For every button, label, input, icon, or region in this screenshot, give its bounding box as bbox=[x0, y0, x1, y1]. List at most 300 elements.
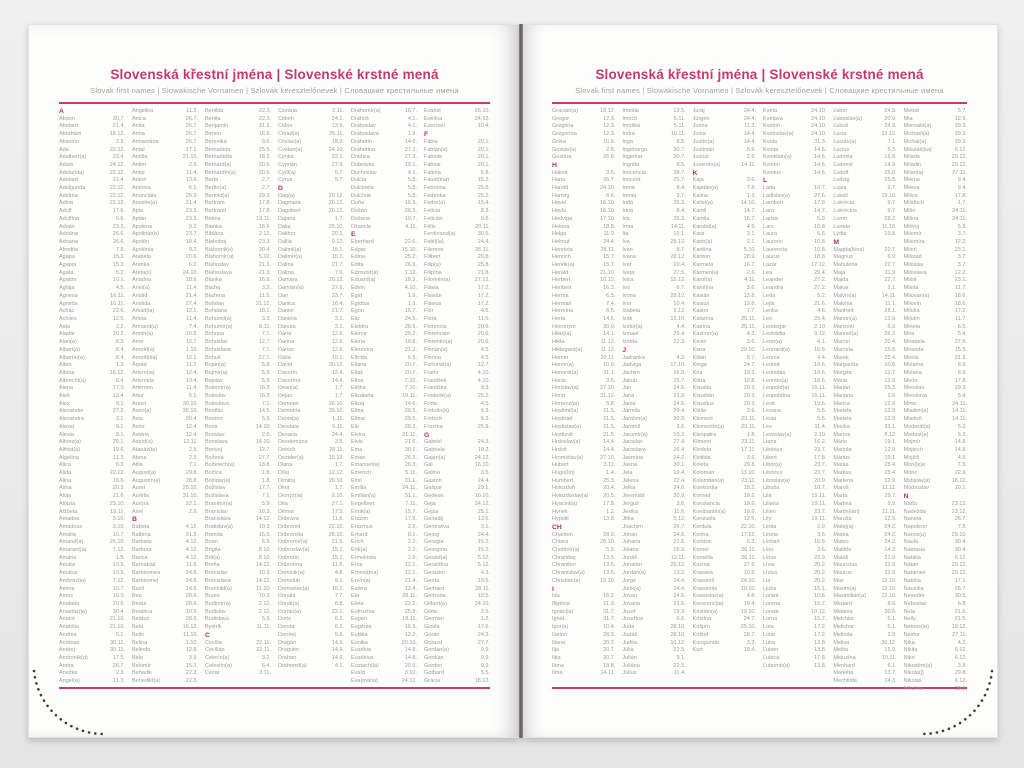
first-name: Berta bbox=[205, 177, 219, 184]
name-day-date: 5.2. bbox=[957, 423, 967, 430]
first-name: Hermína bbox=[552, 308, 574, 315]
name-day-date: 25.2. bbox=[404, 254, 417, 261]
first-name: Humbert bbox=[552, 477, 574, 484]
first-name: Alida bbox=[59, 470, 72, 477]
name-day-date: 24.10. bbox=[328, 146, 344, 153]
first-name: Agatón bbox=[59, 277, 77, 284]
first-name: Jitka bbox=[622, 516, 634, 523]
name-day-date: 21.5. bbox=[954, 608, 967, 615]
name-entry bbox=[904, 355, 967, 363]
first-name: Lila bbox=[762, 493, 772, 500]
first-name: Františka bbox=[424, 385, 447, 392]
name-day-date: 13.8. bbox=[814, 647, 827, 654]
name-entry bbox=[205, 640, 271, 648]
name-entry bbox=[132, 678, 198, 686]
name-entry bbox=[424, 116, 490, 124]
first-name: Ela bbox=[351, 315, 359, 322]
first-name: Drahomír(a) bbox=[351, 108, 381, 114]
first-name: Dušan bbox=[351, 208, 367, 215]
name-day-date: 15.9. bbox=[884, 647, 897, 654]
first-name: Karmela bbox=[692, 262, 714, 269]
name-day-date: 2.12. bbox=[258, 231, 271, 238]
name-entry bbox=[833, 339, 896, 347]
name-day-date: 20.5. bbox=[258, 161, 271, 168]
name-day-date: 18.11. bbox=[402, 616, 417, 623]
name-entry bbox=[132, 655, 198, 663]
first-name: Kazimír(a) bbox=[692, 331, 719, 338]
first-name: Liliana bbox=[762, 500, 779, 507]
first-name: Ivar bbox=[622, 262, 632, 269]
name-entry bbox=[205, 593, 271, 601]
name-entry bbox=[59, 462, 125, 470]
first-name: Chranibor bbox=[552, 562, 577, 569]
name-entry bbox=[59, 378, 125, 386]
name-day-date: 21.10. bbox=[109, 624, 125, 631]
first-name: Ľubica bbox=[762, 654, 780, 661]
name-day-date: 10.1. bbox=[954, 485, 967, 492]
name-day-date: 14.4. bbox=[603, 439, 616, 446]
first-name: Miloslav bbox=[903, 262, 924, 269]
name-day-date: 10.10. bbox=[474, 493, 490, 500]
name-day-date: 16.3. bbox=[258, 385, 271, 392]
name-day-date: 20.12. bbox=[328, 208, 344, 215]
name-day-date: 7.10. bbox=[404, 377, 417, 384]
name-day-date: 24.12. bbox=[474, 115, 490, 122]
name-day-date: 24.1. bbox=[331, 115, 344, 122]
name-day-date: 6.3. bbox=[746, 539, 756, 546]
name-entry bbox=[351, 547, 417, 555]
name-entry bbox=[833, 562, 896, 570]
name-day-date: 7.8. bbox=[115, 246, 125, 253]
first-name: Izolda bbox=[622, 339, 638, 346]
name-day-date: 27.3. bbox=[404, 154, 417, 161]
first-name: Milivoj bbox=[903, 223, 919, 230]
name-entry bbox=[205, 586, 271, 594]
first-name: Felicián bbox=[424, 215, 443, 222]
first-name: Emil bbox=[351, 477, 362, 484]
first-name: Lily bbox=[762, 516, 772, 523]
name-entry bbox=[904, 331, 967, 339]
name-day-date: 25.10. bbox=[182, 485, 198, 492]
name-entry bbox=[59, 370, 125, 378]
name-day-date: 27.2. bbox=[112, 408, 125, 415]
name-entry bbox=[132, 416, 198, 424]
first-name: Anica bbox=[132, 115, 146, 122]
name-day-date: 9.1. bbox=[676, 654, 686, 661]
name-entry bbox=[205, 663, 271, 671]
name-entry bbox=[278, 485, 344, 493]
name-entry bbox=[763, 524, 826, 532]
name-day-date: 7.10. bbox=[404, 385, 417, 392]
name-day-date: 20.2. bbox=[112, 331, 125, 338]
name-day-date: 9.2. bbox=[188, 246, 198, 253]
name-entry bbox=[622, 370, 685, 378]
name-day-date: 14.8. bbox=[404, 647, 417, 654]
name-day-date: 10.3. bbox=[258, 570, 271, 577]
name-entry bbox=[351, 555, 417, 563]
name-entry bbox=[424, 624, 490, 632]
name-day-date: 20.5. bbox=[258, 169, 271, 176]
name-day-date: 9.7. bbox=[887, 185, 897, 192]
name-entry bbox=[351, 224, 417, 232]
first-name: Nátan bbox=[903, 562, 919, 569]
first-name: Eta bbox=[351, 593, 360, 600]
name-day-date: 14.3. bbox=[884, 678, 897, 685]
name-entry bbox=[132, 193, 198, 201]
first-name: Achiles bbox=[59, 315, 77, 322]
name-entry bbox=[205, 308, 271, 316]
name-entry bbox=[552, 601, 615, 609]
name-day-date: 12.9. bbox=[954, 115, 967, 122]
name-day-date: 25.3. bbox=[884, 385, 897, 392]
first-name: Leodegar bbox=[762, 323, 787, 330]
name-day-date: 15.7. bbox=[814, 601, 827, 607]
name-entry bbox=[132, 177, 198, 185]
name-entry bbox=[622, 293, 685, 301]
first-name: Ludmila bbox=[833, 154, 853, 161]
name-entry bbox=[833, 470, 896, 478]
name-entry bbox=[278, 277, 344, 285]
name-day-date: 16.9. bbox=[404, 200, 417, 207]
name-entry bbox=[424, 593, 490, 601]
name-entry bbox=[278, 123, 344, 131]
name-entry bbox=[278, 555, 344, 563]
first-name: Márius bbox=[833, 454, 850, 461]
name-entry bbox=[278, 524, 344, 532]
name-entry bbox=[132, 116, 198, 124]
name-day-date: 11.12. bbox=[600, 339, 616, 346]
name-day-date: 9.12. bbox=[814, 331, 827, 338]
name-entry bbox=[424, 331, 490, 339]
name-day-date: 31.1. bbox=[404, 493, 417, 500]
first-name: Hostisvit bbox=[552, 431, 573, 438]
name-day-date: 20.4. bbox=[884, 339, 897, 346]
name-entry bbox=[622, 501, 685, 509]
first-name: Aladár bbox=[59, 331, 75, 338]
first-name: Fatima bbox=[424, 169, 441, 176]
name-day-date: 23.3. bbox=[185, 208, 198, 215]
name-entry bbox=[59, 355, 125, 363]
first-name: Bela bbox=[132, 624, 144, 631]
name-day-date: 23.11. bbox=[741, 423, 756, 430]
name-entry bbox=[132, 632, 198, 640]
name-day-date: 12.1. bbox=[185, 354, 198, 361]
name-entry bbox=[132, 185, 198, 193]
first-name: Borivoj bbox=[205, 446, 222, 453]
name-day-date: 17.2. bbox=[814, 631, 827, 638]
first-name: Apolónia bbox=[132, 246, 154, 253]
first-name: Irma bbox=[622, 223, 634, 230]
name-day-date: 6.5. bbox=[957, 323, 967, 330]
name-day-date: 24.4. bbox=[743, 108, 756, 114]
first-name: Kvintilián(a) bbox=[762, 154, 792, 161]
name-entry bbox=[552, 216, 615, 224]
name-day-date: 3.1. bbox=[334, 315, 344, 322]
first-name: Jorge bbox=[622, 577, 637, 584]
name-entry bbox=[622, 270, 685, 278]
name-entry bbox=[278, 647, 344, 655]
name-entry bbox=[552, 462, 615, 470]
first-name: Gordián bbox=[424, 654, 444, 661]
name-entry bbox=[763, 231, 826, 239]
name-entry bbox=[552, 670, 615, 678]
first-name: Jozef bbox=[622, 608, 636, 615]
name-entry bbox=[904, 408, 967, 416]
first-name: Mirela bbox=[903, 354, 919, 361]
name-entry bbox=[59, 678, 125, 686]
name-day-date: 14.3. bbox=[884, 547, 897, 554]
name-day-date: 2.9. bbox=[188, 508, 198, 515]
name-entry bbox=[622, 378, 685, 386]
first-name: Mirta bbox=[903, 400, 916, 407]
name-day-date: 22.6. bbox=[404, 238, 417, 245]
name-entry bbox=[132, 347, 198, 355]
name-day-date: 19.4. bbox=[743, 601, 756, 607]
name-entry bbox=[59, 516, 125, 524]
name-day-date: 3.10. bbox=[404, 670, 417, 677]
name-day-date: 14.4. bbox=[743, 138, 756, 145]
name-day-date: 11.7. bbox=[955, 285, 967, 292]
name-day-date: 17.2. bbox=[814, 624, 827, 631]
first-name: Kamila bbox=[692, 215, 710, 222]
first-name: Izák bbox=[622, 315, 633, 322]
name-entry bbox=[205, 262, 271, 270]
name-day-date: 21.5. bbox=[954, 616, 967, 623]
name-entry bbox=[278, 370, 344, 378]
first-name: Lota bbox=[762, 624, 774, 631]
name-entry bbox=[59, 347, 125, 355]
name-day-date: 5.10. bbox=[743, 246, 756, 253]
name-entry bbox=[59, 539, 125, 547]
name-entry bbox=[424, 193, 490, 201]
first-name: Milutín bbox=[903, 315, 920, 322]
name-entry bbox=[351, 108, 417, 116]
name-entry bbox=[763, 455, 826, 463]
name-day-date: 25.11. bbox=[741, 323, 756, 330]
first-name: Agnesa bbox=[59, 292, 78, 299]
first-name: Annamária bbox=[132, 138, 159, 145]
first-name: Drahomil(a) bbox=[278, 662, 307, 669]
name-day-date: 30.9. bbox=[673, 493, 686, 500]
first-name: Albín bbox=[59, 362, 72, 369]
name-entry bbox=[424, 516, 490, 524]
first-name: Konzuela bbox=[692, 516, 716, 523]
name-day-date: 2.10. bbox=[814, 431, 827, 438]
name-entry bbox=[622, 193, 685, 201]
name-entry bbox=[622, 408, 685, 416]
name-day-date: 19.5. bbox=[477, 593, 490, 600]
name-entry bbox=[552, 362, 615, 370]
name-day-date: 11.4. bbox=[186, 385, 198, 392]
name-entry bbox=[693, 193, 756, 201]
name-day-date: 6.8. bbox=[957, 601, 967, 607]
first-name: Bernard(a) bbox=[205, 161, 232, 168]
name-entry bbox=[59, 609, 125, 617]
first-name: Agapia bbox=[59, 262, 77, 269]
section-letter: N bbox=[903, 493, 909, 501]
name-entry bbox=[763, 293, 826, 301]
name-entry bbox=[351, 131, 417, 139]
name-day-date: 23.11. bbox=[741, 439, 756, 446]
first-name: Linhart bbox=[762, 539, 780, 546]
name-day-date: 29.8. bbox=[954, 670, 967, 677]
first-name: Cecília bbox=[205, 639, 222, 646]
name-entry bbox=[424, 501, 490, 509]
first-name: Lineta bbox=[762, 531, 778, 538]
name-day-date: 17.2. bbox=[477, 292, 490, 299]
first-name: Anastáz(ia) bbox=[59, 608, 87, 615]
name-day-date: 17.6. bbox=[112, 208, 125, 215]
name-day-date: 4.10. bbox=[477, 377, 490, 384]
name-entry bbox=[132, 432, 198, 440]
name-entry bbox=[59, 616, 125, 624]
first-name: Gothard bbox=[424, 670, 444, 677]
name-day-date: 14.4. bbox=[331, 377, 344, 384]
first-name: Artemon bbox=[132, 385, 153, 392]
first-name: Klaudius bbox=[692, 400, 714, 407]
name-column bbox=[552, 108, 615, 686]
first-name: Hilár(ia) bbox=[552, 331, 572, 338]
name-day-date: 6.5. bbox=[606, 292, 616, 299]
first-name: Florína bbox=[424, 354, 442, 361]
name-entry bbox=[351, 277, 417, 285]
name-day-date: 7.1. bbox=[261, 400, 271, 407]
first-name: Manfréd bbox=[833, 308, 854, 315]
name-entry bbox=[132, 324, 198, 332]
name-entry bbox=[278, 247, 344, 255]
name-day-date: 23.7. bbox=[331, 292, 344, 299]
name-entry bbox=[622, 362, 685, 370]
name-day-date: 21.9. bbox=[954, 354, 967, 361]
first-name: Barbara bbox=[132, 539, 152, 546]
first-name: Davorína bbox=[278, 377, 301, 384]
name-entry bbox=[132, 539, 198, 547]
name-entry bbox=[763, 147, 826, 155]
first-name: Alma bbox=[59, 485, 72, 492]
first-name: Juliána bbox=[622, 662, 640, 669]
name-day-date: 9.1. bbox=[334, 577, 344, 584]
first-name: Bojmír(a) bbox=[205, 369, 228, 376]
first-name: Adolf bbox=[59, 208, 72, 215]
name-entry bbox=[424, 170, 490, 178]
name-day-date: 22.6. bbox=[112, 308, 125, 315]
name-entry bbox=[552, 632, 615, 640]
first-name: Daniela bbox=[278, 315, 297, 322]
name-day-date: 18.6. bbox=[954, 292, 967, 299]
name-entry bbox=[552, 385, 615, 393]
name-entry bbox=[693, 116, 756, 124]
name-entry bbox=[278, 586, 344, 594]
first-name: Linda bbox=[762, 523, 777, 530]
name-day-date: 21.6. bbox=[112, 493, 125, 500]
name-day-date: 11.3. bbox=[744, 123, 756, 130]
name-entry bbox=[278, 362, 344, 370]
name-day-date: 22.2. bbox=[404, 601, 417, 607]
name-day-date: 18.6. bbox=[954, 300, 967, 307]
name-entry bbox=[763, 416, 826, 424]
name-entry bbox=[904, 532, 967, 540]
name-entry bbox=[278, 324, 344, 332]
name-day-date: 4.10. bbox=[477, 369, 490, 376]
name-entry bbox=[622, 355, 685, 363]
first-name: Goran bbox=[424, 631, 440, 638]
name-entry bbox=[693, 524, 756, 532]
name-day-date: 28.2. bbox=[404, 331, 417, 338]
first-name: Narcis(a) bbox=[903, 531, 926, 538]
name-day-date: 25.10. bbox=[740, 624, 756, 631]
first-name: Duchoslav bbox=[351, 169, 377, 176]
name-day-date: 16.6. bbox=[258, 223, 271, 230]
name-day-date: 19.11. bbox=[811, 493, 827, 500]
name-entry bbox=[278, 108, 344, 116]
name-day-date: 16.11. bbox=[110, 292, 125, 299]
name-day-date: 13.8. bbox=[603, 516, 616, 523]
name-entry bbox=[833, 509, 896, 517]
name-entry bbox=[424, 347, 490, 355]
first-name: Eusébia bbox=[351, 647, 371, 654]
name-entry bbox=[552, 470, 615, 478]
name-entry bbox=[424, 285, 490, 293]
first-name: Michal(a) bbox=[903, 138, 927, 145]
name-day-date: 21.6. bbox=[673, 539, 686, 546]
first-name: Ctibor bbox=[278, 123, 293, 130]
name-day-date: 13.3. bbox=[743, 369, 756, 376]
name-entry bbox=[904, 555, 967, 563]
name-day-date: 6.12. bbox=[954, 654, 967, 661]
name-day-date: 9.1. bbox=[115, 400, 125, 407]
first-name: Klementín(a) bbox=[692, 423, 725, 430]
name-day-date: 3.9. bbox=[746, 408, 756, 415]
name-day-date: 15.12. bbox=[328, 454, 344, 461]
name-entry bbox=[351, 385, 417, 393]
first-name: Naďa bbox=[903, 500, 918, 507]
name-day-date: 19.11. bbox=[811, 500, 827, 507]
first-name: Belina bbox=[132, 639, 148, 646]
name-day-date: 26.4. bbox=[673, 446, 686, 453]
first-name: Jasna bbox=[622, 462, 638, 469]
first-name: Edgar bbox=[351, 246, 366, 253]
name-day-date: 26.7. bbox=[112, 662, 125, 669]
section-letter: J bbox=[622, 346, 627, 354]
name-entry bbox=[205, 432, 271, 440]
first-name: Arleta bbox=[132, 315, 147, 322]
first-name: Dita bbox=[278, 500, 288, 507]
name-day-date: 30.9. bbox=[603, 323, 616, 330]
name-entry bbox=[278, 347, 344, 355]
first-name: Malvína bbox=[833, 300, 853, 307]
first-name: Antília bbox=[132, 154, 148, 161]
first-name: Lorna bbox=[762, 616, 778, 623]
first-name: Cvetan(a) bbox=[278, 146, 303, 153]
name-day-date: 21.6. bbox=[673, 601, 686, 607]
name-day-date: 31.3. bbox=[814, 138, 827, 145]
name-day-date: 23.1. bbox=[954, 277, 967, 284]
name-day-date: 11.11. bbox=[882, 508, 897, 515]
first-name: Marcela bbox=[833, 346, 853, 353]
name-day-date: 4.12. bbox=[185, 539, 198, 546]
name-day-date: 3.1. bbox=[746, 231, 756, 238]
name-day-date: 31.7. bbox=[603, 608, 616, 615]
name-day-date: 22.12. bbox=[109, 185, 125, 192]
first-name: Emanuel(a) bbox=[351, 462, 380, 469]
first-name: Homér bbox=[552, 354, 569, 361]
name-entry bbox=[552, 208, 615, 216]
name-entry bbox=[351, 147, 417, 155]
name-entry bbox=[693, 401, 756, 409]
name-entry bbox=[424, 339, 490, 347]
name-entry bbox=[351, 362, 417, 370]
name-entry bbox=[59, 532, 125, 540]
